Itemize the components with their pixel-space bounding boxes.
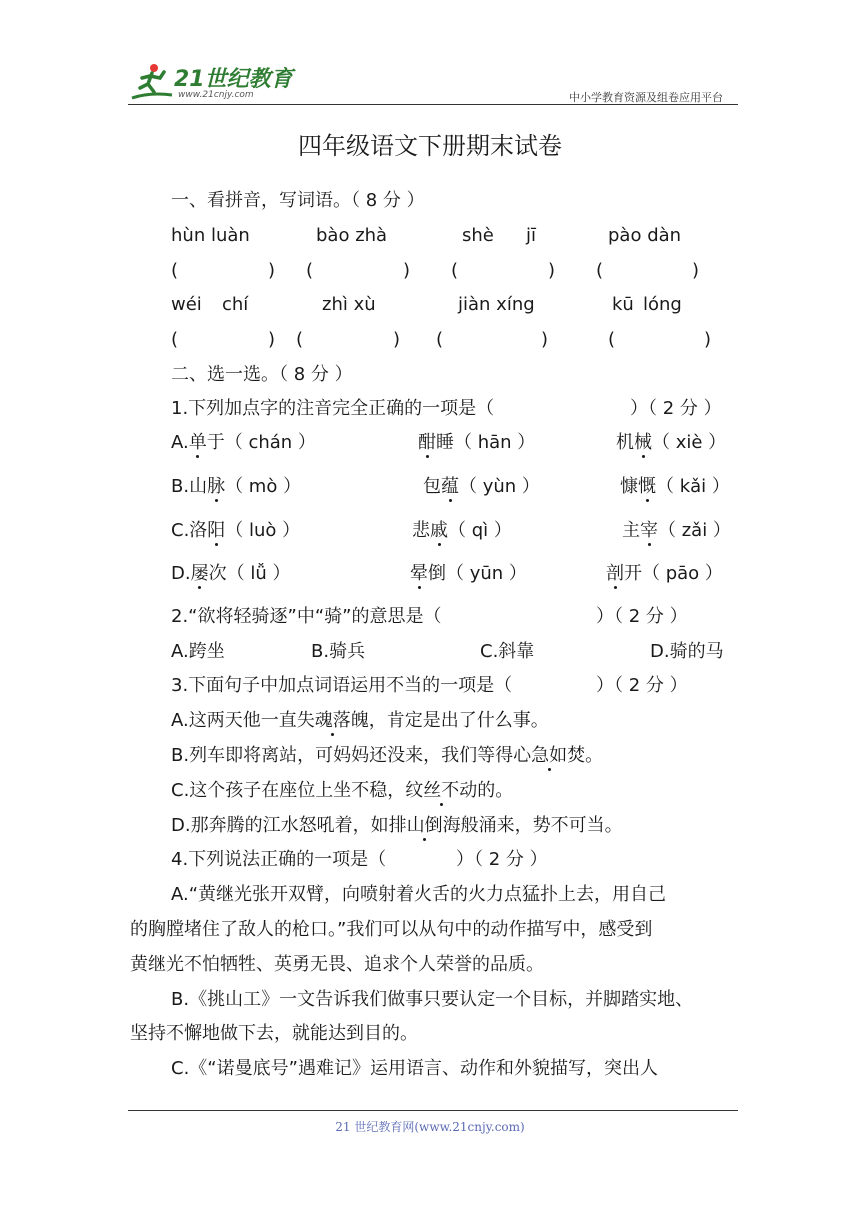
- q3-option-b[interactable]: B.列车即将离站，可妈妈还没来，我们等得心急如焚。: [171, 745, 604, 766]
- header-divider: [128, 104, 738, 105]
- q3-option-a[interactable]: A.这两天他一直失魂落魄，肯定是出了什么事。: [171, 710, 549, 731]
- header-tagline: 中小学教育资源及组卷应用平台: [569, 91, 723, 104]
- q2-option-a[interactable]: A.跨坐: [171, 641, 225, 662]
- logo: [122, 60, 292, 106]
- blank-close: ): [541, 329, 549, 350]
- q4-option-a-line3: 黄继光不怕牺牲、英勇无畏、追求个人荣誉的品质。: [130, 954, 544, 975]
- q4-stem: 4.下列说法正确的一项是（: [171, 849, 387, 870]
- pinyin-item: shè: [462, 225, 494, 246]
- blank-open[interactable]: (: [306, 260, 314, 281]
- q2-option-c[interactable]: C.斜靠: [480, 641, 535, 662]
- q3-stem: 3.下面句子中加点词语运用不当的一项是（: [171, 675, 513, 696]
- section2-heading: 二、选一选。（ 8 分 ）: [171, 364, 353, 385]
- pinyin-item: wéi: [171, 294, 202, 315]
- pinyin-item: jī: [526, 225, 537, 246]
- q1-option-b3: 慷慨（ kǎi ）: [620, 476, 730, 497]
- q1-option-a2: 酣睡（ hān ）: [418, 432, 536, 453]
- blank-close: ): [268, 329, 276, 350]
- q1-stem: 1.下列加点字的注音完全正确的一项是（: [171, 398, 495, 419]
- pinyin-item: jiàn xíng: [458, 294, 535, 315]
- blank-close: ): [268, 260, 276, 281]
- pinyin-item: bào zhà: [316, 225, 388, 246]
- q3-option-c[interactable]: C.这个孩子在座位上坐不稳，纹丝不动的。: [171, 780, 514, 801]
- blank-open[interactable]: (: [171, 329, 179, 350]
- pinyin-item: lóng: [643, 294, 682, 315]
- q1-option-c2: 悲戚（ qì ）: [412, 520, 512, 541]
- logo-site: www.21cnjy.com: [178, 90, 254, 100]
- blank-close: ): [548, 260, 556, 281]
- pinyin-item: zhì xù: [322, 294, 376, 315]
- pinyin-item: hùn luàn: [171, 225, 250, 246]
- blank-close: ): [393, 329, 401, 350]
- page-title: 四年级语文下册期末试卷: [298, 132, 562, 160]
- blank-open[interactable]: (: [596, 260, 604, 281]
- q1-option-c1[interactable]: C.洛阳（ luò ）: [171, 520, 301, 541]
- section1-heading: 一、看拼音，写词语。（ 8 分 ）: [171, 190, 425, 211]
- blank-close: ): [692, 260, 700, 281]
- q2-option-b[interactable]: B.骑兵: [311, 641, 366, 662]
- blank-open[interactable]: (: [451, 260, 459, 281]
- q2-stem-end: ）（ 2 分 ）: [596, 606, 688, 627]
- q4-stem-end: ）（ 2 分 ）: [456, 849, 548, 870]
- q3-stem-end: ）（ 2 分 ）: [596, 675, 688, 696]
- q1-stem-end: ）（ 2 分 ）: [630, 398, 722, 419]
- pinyin-item: chí: [222, 294, 249, 315]
- q1-option-a1[interactable]: A.单于（ chán ）: [171, 432, 316, 453]
- blank-open[interactable]: (: [171, 260, 179, 281]
- q4-option-b-line2: 坚持不懈地做下去，就能达到目的。: [130, 1023, 418, 1044]
- q4-option-a-line1[interactable]: A.“黄继光张开双臂，向喷射着火舌的火力点猛扑上去，用自己: [171, 884, 667, 905]
- blank-open[interactable]: (: [296, 329, 304, 350]
- pinyin-item: kū: [612, 294, 634, 315]
- runner-logo-icon: [130, 62, 174, 102]
- footer-link[interactable]: 21 世纪教育网(www.21cnjy.com): [335, 1120, 525, 1134]
- pinyin-item: pào dàn: [608, 225, 682, 246]
- blank-open[interactable]: (: [608, 329, 616, 350]
- q1-option-b1[interactable]: B.山脉（ mò ）: [171, 476, 302, 497]
- q1-option-c3: 主宰（ zǎi ）: [622, 520, 731, 541]
- q2-option-d[interactable]: D.骑的马: [650, 641, 724, 662]
- logo-brand: 21世纪教育: [174, 67, 293, 92]
- q1-option-d3: 剖开（ pāo ）: [606, 563, 723, 584]
- q1-option-d1[interactable]: D.屡次（ lǚ ）: [171, 563, 291, 584]
- blank-open[interactable]: (: [436, 329, 444, 350]
- footer-divider: [128, 1110, 738, 1111]
- q1-option-d2: 晕倒（ yūn ）: [410, 563, 527, 584]
- q1-option-a3: 机械（ xiè ）: [616, 432, 727, 453]
- blank-close: ): [704, 329, 712, 350]
- q4-option-a-line2: 的胸膛堵住了敌人的枪口。”我们可以从句中的动作描写中，感受到: [130, 919, 653, 940]
- q1-option-b2: 包蕴（ yùn ）: [423, 476, 540, 497]
- blank-close: ): [403, 260, 411, 281]
- q2-stem: 2.“欲将轻骑逐”中“骑”的意思是（: [171, 606, 442, 627]
- q4-option-c-line1[interactable]: C.《“诺曼底号”遇难记》运用语言、动作和外貌描写，突出人: [171, 1058, 658, 1079]
- q4-option-b-line1[interactable]: B.《挑山工》一文告诉我们做事只要认定一个目标，并脚踏实地、: [171, 989, 694, 1010]
- page-header: [0, 0, 860, 110]
- q3-option-d[interactable]: D.那奔腾的江水怒吼着，如排山倒海般涌来，势不可当。: [171, 815, 623, 836]
